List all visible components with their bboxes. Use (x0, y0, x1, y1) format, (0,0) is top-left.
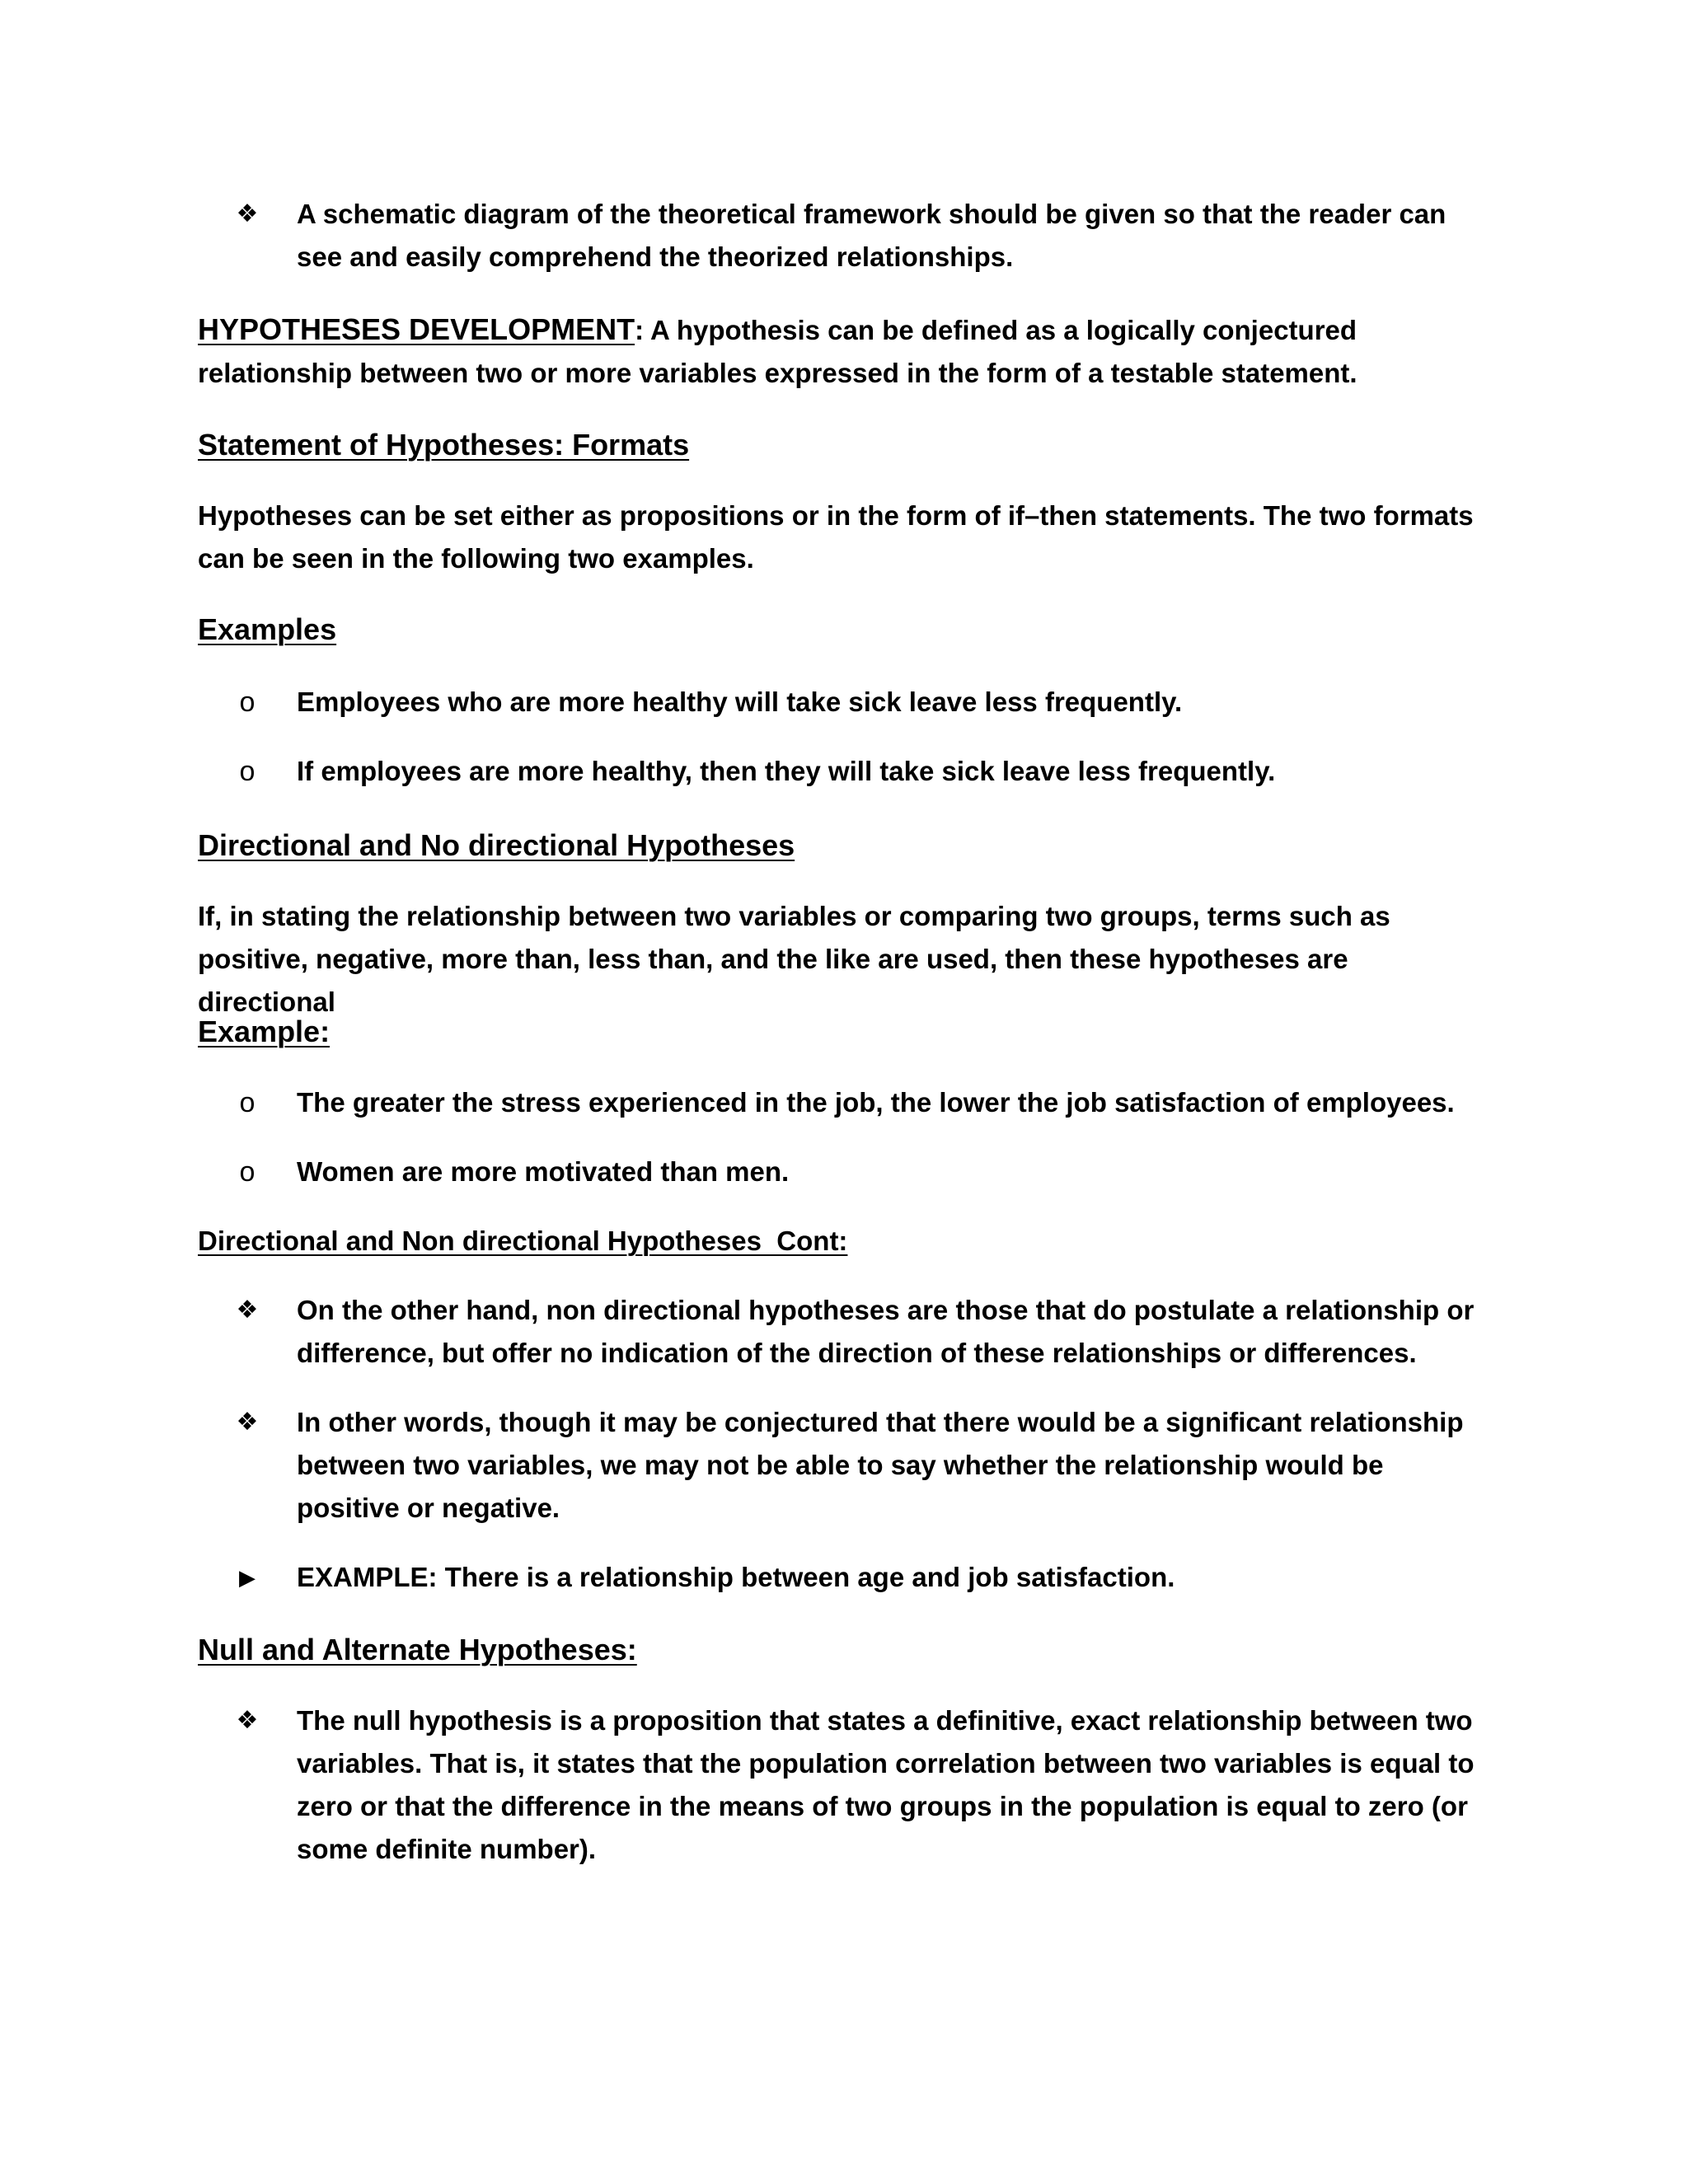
nondirectional-bullet-text: On the other hand, non directional hypotheses are those that do postulate a relationship or difference, but offer no indication of the direction of these relationships or differences. (297, 1295, 1475, 1368)
circle-bullet-icon: o (239, 1087, 256, 1118)
example-text: If employees are more healthy, then they will take sick leave less frequently. (297, 756, 1276, 786)
diamond-bullet-icon: ❖ (236, 200, 259, 227)
null-alternate-heading: Null and Alternate Hypotheses: (198, 1633, 637, 1666)
list-item (198, 1081, 1492, 1124)
circle-bullet-icon: o (239, 756, 256, 787)
nondirectional-heading: Directional and Non directional Hypotheses Cont: (198, 1226, 848, 1256)
null-hypothesis-text: The null hypothesis is a proposition that states a definitive, exact relationship between two variables. That is, it states that the population correlation between two variables is equal to zero or that the difference in the means of two groups in the population is equal to zero (or some definite number). (297, 1705, 1475, 1864)
list-item (198, 1401, 1492, 1530)
directional-paragraph: If, in stating the relationship between two variables or comparing two groups, terms such as positive, negative, more than, less than, and the like are used, then these hypotheses are directional (198, 901, 1390, 1017)
hypotheses-development-text: A hypothesis can be defined as a logically conjectured relationship between two or more variables expressed in the form of a testable statement. (198, 315, 1357, 388)
circle-bullet-icon: o (239, 687, 256, 718)
directional-heading-block (198, 824, 1484, 868)
hypotheses-development-heading: HYPOTHESES DEVELOPMENT (198, 312, 635, 346)
hypotheses-development-separator: : (635, 315, 645, 345)
diamond-bullet-icon: ❖ (236, 1707, 259, 1734)
list-item (198, 1289, 1492, 1375)
nondirectional-bullet-text: In other words, though it may be conjectured that there would be a significant relationship between two variables, we may not be able to say whether the relationship would be positive or negative. (297, 1407, 1464, 1523)
nondirectional-heading-block (198, 1220, 1484, 1263)
examples-heading: Examples (198, 612, 337, 646)
hypotheses-development-paragraph (198, 308, 1484, 395)
arrow-bullet-icon: ▶ (239, 1565, 256, 1590)
intro-bullet-text: A schematic diagram of the theoretical framework should be given so that the reader can see and easily comprehend the theorized relationships. (297, 199, 1447, 272)
list-item (198, 1556, 1492, 1599)
formats-heading-block (198, 424, 1484, 467)
list-item (198, 681, 1492, 724)
nondirectional-example-text: EXAMPLE: There is a relationship between age and job satisfaction. (297, 1562, 1175, 1592)
directional-example-heading: Example: (198, 1015, 331, 1048)
directional-example-text: Women are more motivated than men. (297, 1156, 790, 1187)
list-item (198, 1151, 1492, 1193)
formats-heading: Statement of Hypotheses: Formats (198, 428, 690, 462)
directional-example-text: The greater the stress experienced in the job, the lower the job satisfaction of employees. (297, 1087, 1455, 1118)
formats-paragraph: Hypotheses can be set either as propositions or in the form of if–then statements. The two formats can be seen in the following two examples. (198, 500, 1474, 574)
diamond-bullet-icon: ❖ (236, 1296, 259, 1324)
directional-heading: Directional and No directional Hypotheses (198, 828, 795, 862)
circle-bullet-icon: o (239, 1156, 256, 1188)
directional-example-heading-block (198, 1010, 1484, 1054)
list-item (198, 1699, 1492, 1871)
list-item (198, 750, 1492, 793)
intro-bullet-item (198, 193, 1492, 279)
example-text: Employees who are more healthy will take sick leave less frequently. (297, 687, 1183, 717)
diamond-bullet-icon: ❖ (236, 1408, 259, 1436)
null-alternate-heading-block (198, 1629, 1484, 1672)
examples-heading-block (198, 608, 1484, 652)
